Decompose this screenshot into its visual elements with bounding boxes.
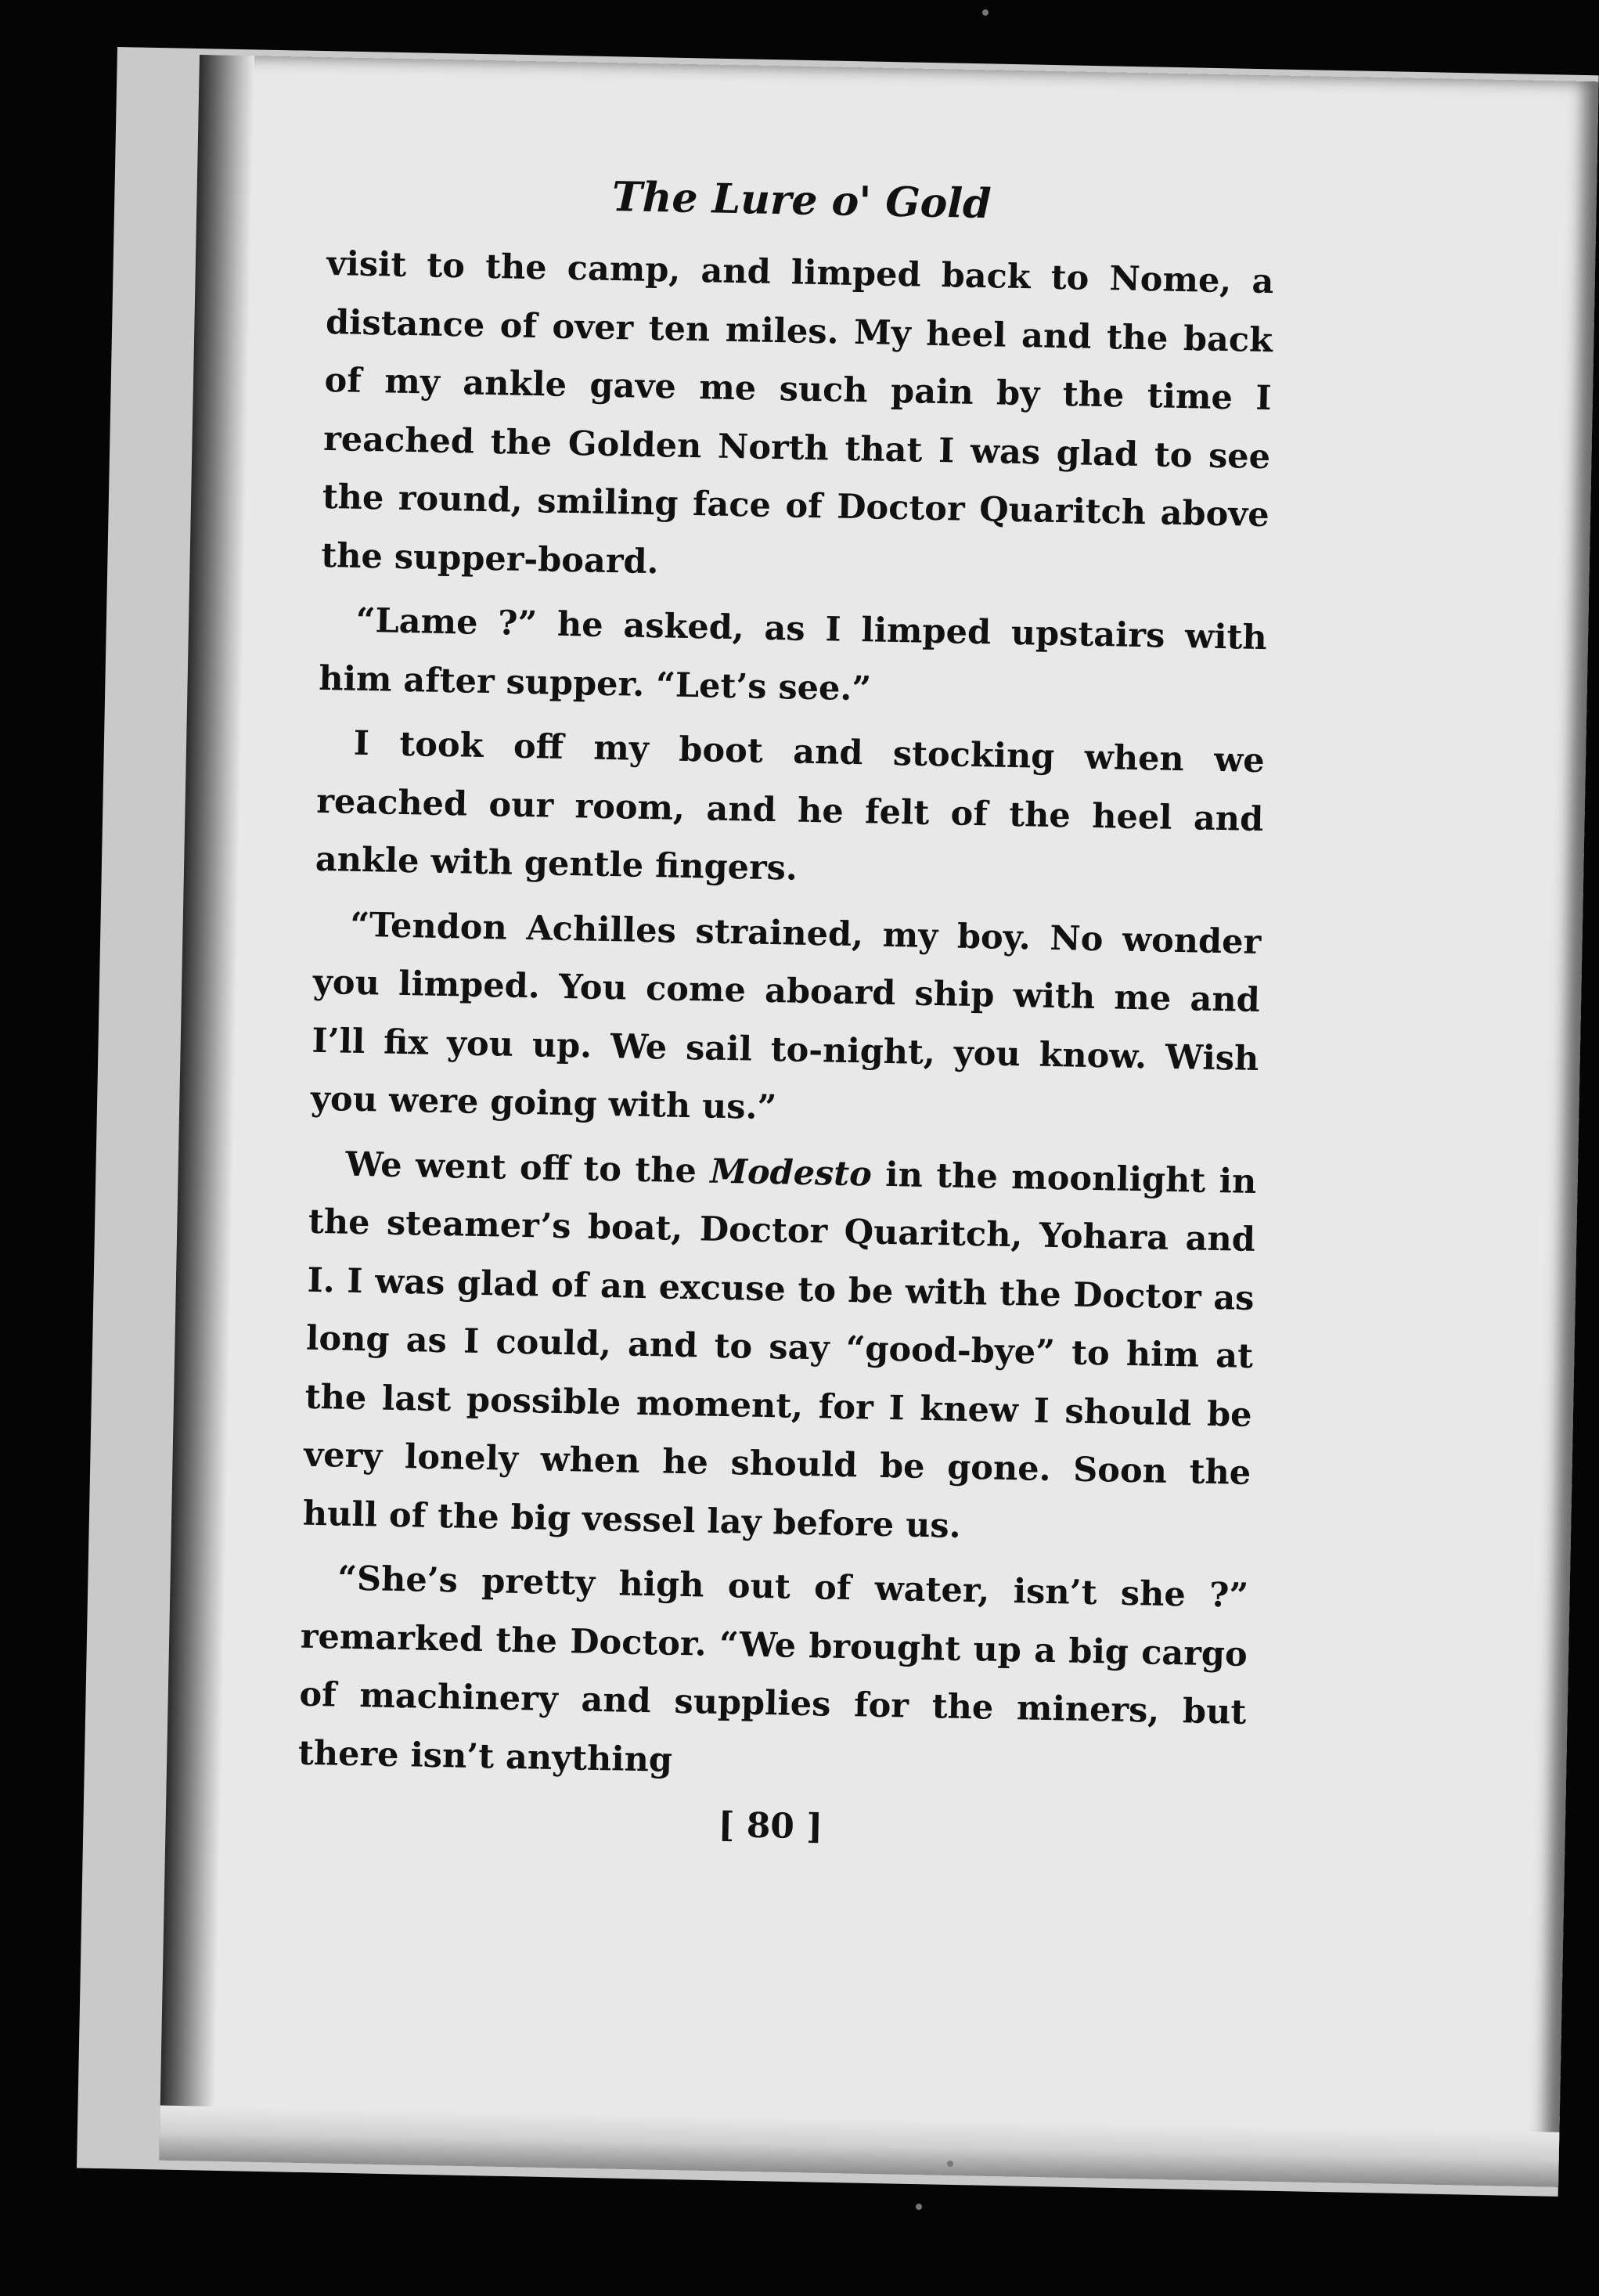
running-head: The Lure o' Gold — [611, 172, 992, 229]
paragraph-5-text-start: We went off to the — [345, 1144, 711, 1191]
paragraph-2-text: “Lame ?” he asked, as I limped upstairs with him after supper. “Let’s see.” — [318, 600, 1268, 708]
paragraph-4 — [310, 895, 1261, 1146]
scan-speck — [982, 9, 989, 16]
paragraph-4-text: “Tendon Achilles strained, my boy. No wonder you limped. You come aboard ship with me and I’ll fix you up. We sail to-night, you know. Wish you were going with us.” — [310, 905, 1262, 1128]
scan-speck — [916, 2204, 922, 2210]
paragraph-2 — [319, 591, 1268, 726]
paragraph-6 — [297, 1549, 1248, 1800]
paragraph-5 — [302, 1134, 1257, 1561]
paragraph-3 — [315, 714, 1265, 907]
paragraph-3-text: I took off my boot and stocking when we reached our room, and he felt of the heel and ankle with gentle fingers. — [315, 723, 1266, 888]
ship-name-italic: Modesto — [709, 1152, 873, 1195]
paragraph-6-text: “She’s pretty high out of water, isn’t she ?” remarked the Doctor. “We brought up a big cargo of machinery and supplies for the miners, but there isn’t anything — [297, 1559, 1249, 1780]
page-number: [ 80 ] — [718, 1804, 823, 1847]
paragraph-5-text-end: in the moonlight in the steamer’s boat, Doctor Quaritch, Yohara and I. I was glad of an excuse to be with the Doctor as long as I could, and to say “good-bye” to him at the last possible moment, for I knew I should be very lonely when he should be gone. Soon the hull of the big vessel lay before us. — [302, 1155, 1257, 1546]
page-text-block — [297, 164, 1276, 1863]
scan-speck — [947, 2161, 953, 2167]
paragraph-1 — [321, 235, 1274, 603]
paragraph-1-text: visit to the camp, and limped back to Nome, a distance of over ten miles. My heel and the back of my ankle gave me such pain by the time I reached the Golden North that I was glad to see the round, smiling face of Doctor Quaritch above the supper-board. — [320, 243, 1274, 582]
